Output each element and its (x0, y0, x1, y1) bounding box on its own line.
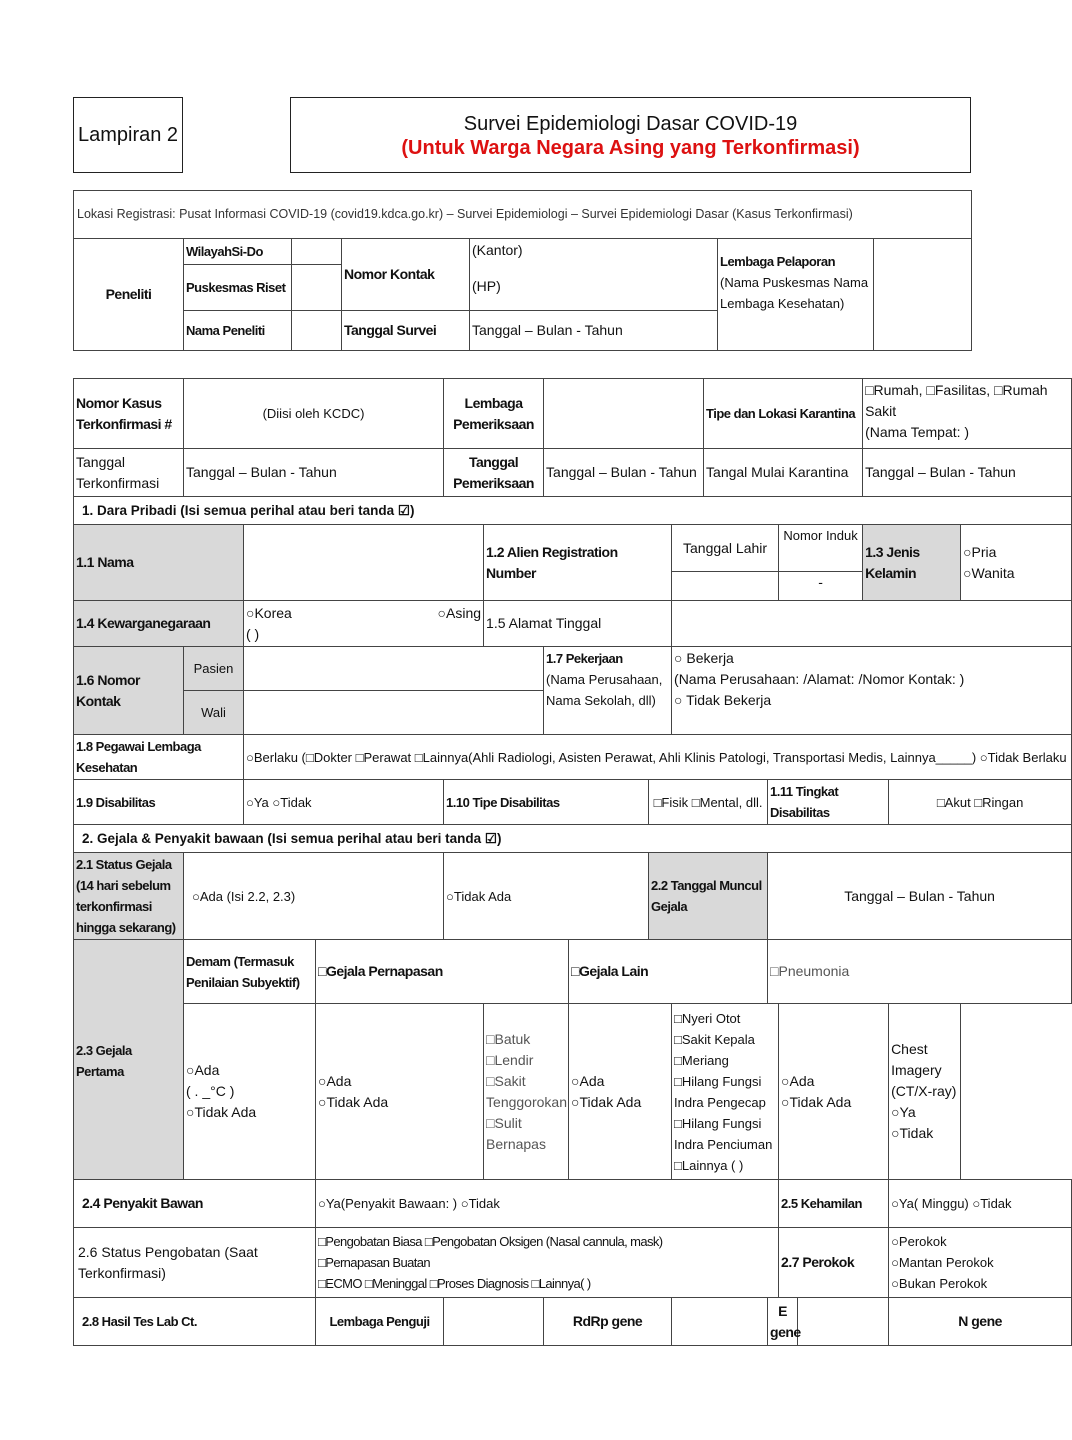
pekerjaan-label: 1.7 Pekerjaan (546, 651, 623, 666)
lembaga-penguji-label: Lembaga Penguji (316, 1298, 444, 1346)
pengobatan-line-2[interactable]: □Pernapasan Buatan (318, 1255, 430, 1270)
resp-checkbox[interactable]: □Batuk (486, 1030, 531, 1047)
tanggal-terkonfirmasi-label: Tanggal Terkonfirmasi (74, 449, 184, 497)
puskesmas-field[interactable] (292, 265, 342, 311)
alien-label: 1.2 Alien Registration Number (484, 525, 672, 601)
tidak-bekerja-radio[interactable]: ○ Tidak Bekerja (674, 692, 772, 708)
tanggal-mulai-field[interactable]: Tanggal – Bulan - Tahun (863, 449, 1072, 497)
resp-checkbox[interactable]: □Lendir (486, 1051, 534, 1068)
demam-tidak-radio[interactable]: ○Tidak Ada (186, 1104, 257, 1120)
case-table (73, 378, 1072, 1346)
tipe-disabilitas-options[interactable]: □Fisik □Mental, dll. (649, 780, 768, 825)
status-gejala-label: 2.1 Status Gejala (14 hari sebelum terkonfirmasi hingga sekarang) (74, 853, 184, 940)
title-box (290, 97, 971, 173)
tanggal-lahir-field[interactable] (672, 572, 778, 600)
disabilitas-label: 1.9 Disabilitas (74, 780, 244, 825)
egene-field[interactable] (798, 1298, 889, 1346)
lain-checkbox[interactable]: □Hilang Fungsi Indra Penciuman (674, 1115, 773, 1152)
pasien-field[interactable] (244, 647, 544, 691)
tanggal-muncul-label: 2.2 Tanggal Muncul Gejala (649, 853, 768, 940)
demam-ada-radio[interactable]: ○Ada (186, 1062, 220, 1078)
pria-radio[interactable]: ○Pria (963, 543, 997, 560)
tanggal-lahir-label: Tanggal Lahir (672, 525, 778, 572)
nama-peneliti-label: Nama Peneliti (184, 311, 292, 351)
alamat-field[interactable] (672, 601, 1072, 647)
lembaga-pemeriksaan-field[interactable] (544, 379, 704, 449)
lain-checkbox[interactable]: □Lainnya ( ) (674, 1157, 744, 1173)
wali-field[interactable] (244, 691, 544, 735)
jenis-kelamin-label: 1.3 Jenis Kelamin (863, 525, 961, 601)
resp-ada-radio[interactable]: ○Ada (318, 1072, 352, 1089)
perusahaan-field[interactable]: (Nama Perusahaan: /Alamat: /Nomor Kontak: ) (674, 671, 965, 687)
gejala-pertama-label: 2.3 Gejala Pertama (74, 940, 184, 1180)
nama-tempat[interactable]: (Nama Tempat: ) (865, 424, 970, 440)
wanita-radio[interactable]: ○Wanita (963, 564, 1015, 581)
section-1-title: 1. Dara Pribadi (Isi semua perihal atau beri tanda ☑) (74, 497, 1072, 525)
kantor-field[interactable]: (Kantor) (472, 242, 523, 258)
rdrp-label: RdRp gene (544, 1298, 672, 1346)
kehamilan-options[interactable]: ○Ya( Minggu) ○Tidak (889, 1180, 1072, 1228)
lampiran-text: Lampiran 2 (77, 123, 179, 146)
resp-checkbox[interactable]: □Sulit Bernapas (486, 1114, 546, 1152)
pneumonia-tidak-radio[interactable]: ○Tidak Ada (781, 1093, 852, 1110)
chest-imagery-label: Chest Imagery (CT/X-ray) (891, 1041, 957, 1099)
nama-field[interactable] (244, 525, 484, 601)
tipe-lokasi-label: Tipe dan Lokasi Karantina (704, 379, 863, 449)
nama-label: 1.1 Nama (74, 525, 244, 601)
demam-label: Demam (Termasuk Penilaian Subyektif) (184, 940, 316, 1004)
lembaga-pelaporan-label: Lembaga Pelaporan (720, 254, 836, 269)
demam-suhu-field[interactable]: ( . _°C ) (186, 1083, 235, 1099)
tanggal-terkonfirmasi-field[interactable]: Tanggal – Bulan - Tahun (184, 449, 444, 497)
tanggal-mulai-label: Tangal Mulai Karantina (704, 449, 863, 497)
tipe-disabilitas-label: 1.10 Tipe Disabilitas (444, 780, 649, 825)
pneumonia-ada-radio[interactable]: ○Ada (781, 1072, 815, 1089)
lain-ada-radio[interactable]: ○Ada (571, 1072, 605, 1089)
asing-radio[interactable]: ○Asing (437, 604, 482, 621)
nama-peneliti-field[interactable] (292, 311, 342, 351)
tingkat-disabilitas-label: 1.11 Tingkat Disabilitas (768, 780, 889, 825)
kewarganegaraan-label: 1.4 Kewarganegaraan (74, 601, 244, 647)
penyakit-bawaan-label: 2.4 Penyakit Bawan (74, 1180, 316, 1228)
perokok-label: 2.7 Perokok (779, 1228, 889, 1298)
asing-field[interactable]: ( ) (246, 625, 260, 642)
tingkat-disabilitas-options[interactable]: □Akut □Ringan (889, 780, 1072, 825)
lembaga-pelaporan-note: (Nama Puskesmas Nama Lembaga Kesehatan) (720, 275, 869, 311)
puskesmas-label: Puskesmas Riset (184, 265, 292, 311)
peneliti-label: Peneliti (74, 239, 184, 351)
nomor-induk-field[interactable]: - (818, 574, 823, 590)
nomor-kontak-label: 1.6 Nomor Kontak (74, 647, 184, 735)
tanggal-pemeriksaan-field[interactable]: Tanggal – Bulan - Tahun (544, 449, 704, 497)
pasien-label: Pasien (184, 647, 244, 691)
section-2-title: 2. Gejala & Penyakit bawaan (Isi semua perihal atau beri tanda ☑) (74, 825, 1072, 853)
pekerjaan-note: (Nama Perusahaan, Nama Sekolah, dll) (546, 672, 663, 708)
bekerja-radio[interactable]: ○ Bekerja (674, 650, 734, 666)
tanggal-survei-field[interactable]: Tanggal – Bulan - Tahun (470, 311, 718, 351)
ngene-label: N gene (889, 1298, 1072, 1346)
perokok-radio[interactable]: ○Perokok (891, 1234, 947, 1249)
wilayah-field[interactable] (292, 239, 342, 265)
registration-location: Lokasi Registrasi: Pusat Informasi COVID-19 (covid19.kdca.go.kr) – Survei Epidemiologi – Survei Epidemiologi Dasar (Kasus Terkonfirmasi) (74, 191, 972, 239)
pegawai-label: 1.8 Pegawai Lembaga Kesehatan (74, 735, 244, 780)
gejala-pernapasan-label[interactable]: □Gejala Pernapasan (316, 940, 569, 1004)
bukan-perokok-radio[interactable]: ○Bukan Perokok (891, 1276, 988, 1291)
lembaga-pemeriksaan-label: Lembaga Pemeriksaan (444, 379, 544, 449)
form-title: Survei Epidemiologi Dasar COVID-19 (463, 113, 798, 135)
alamat-label: 1.5 Alamat Tinggal (484, 601, 672, 647)
pneumonia-label[interactable]: □Pneumonia (768, 940, 1072, 1004)
nomor-kasus-label: Nomor Kasus Terkonfirmasi # (74, 379, 184, 449)
pegawai-options[interactable]: ○Berlaku (□Dokter □Perawat □Lainnya(Ahli Radiologi, Asisten Perawat, Ahli Klinis Patologi, Transportasi Medis, Lainnya_____) ○Tidak Berlaku (244, 735, 1072, 780)
pengobatan-line-1[interactable]: □Pengobatan Biasa □Pengobatan Oksigen (Nasal cannula, mask) (318, 1234, 663, 1249)
karantina-options[interactable]: □Rumah, □Fasilitas, □Rumah Sakit (865, 382, 1048, 419)
ada-radio[interactable]: ○Ada (Isi 2.2, 2.3) (184, 853, 444, 940)
lembaga-pelaporan-field[interactable] (874, 239, 972, 351)
nomor-kasus-field[interactable]: (Diisi oleh KCDC) (184, 379, 444, 449)
lampiran-label (73, 97, 183, 173)
chest-ya-radio[interactable]: ○Ya (891, 1104, 916, 1120)
lain-checkbox[interactable]: □Hilang Fungsi Indra Pengecap (674, 1073, 766, 1110)
resp-tidak-radio[interactable]: ○Tidak Ada (318, 1093, 389, 1110)
hp-field[interactable]: (HP) (472, 278, 501, 294)
wilayah-label: WilayahSi-Do (184, 239, 292, 265)
tanggal-muncul-field[interactable]: Tanggal – Bulan - Tahun (768, 853, 1072, 940)
kehamilan-label: 2.5 Kehamilan (779, 1180, 889, 1228)
pengobatan-line-3[interactable]: □ECMO □Meninggal □Proses Diagnosis □Lainnya( ) (318, 1276, 591, 1291)
mantan-perokok-radio[interactable]: ○Mantan Perokok (891, 1255, 994, 1270)
lain-tidak-radio[interactable]: ○Tidak Ada (571, 1093, 642, 1110)
nomor-induk-label: Nomor Induk (779, 525, 862, 572)
korea-radio[interactable]: ○Korea (246, 604, 292, 621)
lain-checkbox[interactable]: □Meriang (674, 1052, 729, 1068)
chest-tidak-radio[interactable]: ○Tidak (891, 1125, 934, 1141)
status-pengobatan-label: 2.6 Status Pengobatan (Saat Terkonfirmasi) (78, 1243, 258, 1281)
form-subtitle: (Untuk Warga Negara Asing yang Terkonfirmasi) (401, 137, 860, 159)
rdrp-field[interactable] (672, 1298, 768, 1346)
gejala-lain-label[interactable]: □Gejala Lain (569, 940, 768, 1004)
disabilitas-options[interactable]: ○Ya ○Tidak (244, 780, 444, 825)
egene-label: E gene (768, 1298, 798, 1346)
tanggal-pemeriksaan-label: Tanggal Pemeriksaan (444, 449, 544, 497)
researcher-table (73, 190, 972, 351)
nomor-kontak-label: Nomor Kontak (342, 239, 470, 311)
lain-checkbox[interactable]: □Sakit Kepala (674, 1031, 755, 1047)
penyakit-bawaan-options[interactable]: ○Ya(Penyakit Bawaan: ) ○Tidak (316, 1180, 779, 1228)
resp-checkbox[interactable]: □Sakit Tenggorokan (486, 1072, 567, 1110)
tanggal-survei-label: Tanggal Survei (342, 311, 470, 351)
wali-label: Wali (184, 691, 244, 735)
hasil-tes-label: 2.8 Hasil Tes Lab Ct. (74, 1298, 316, 1346)
lembaga-penguji-field[interactable] (444, 1298, 544, 1346)
tidak-ada-radio[interactable]: ○Tidak Ada (444, 853, 649, 940)
lain-checkbox[interactable]: □Nyeri Otot (674, 1010, 741, 1026)
